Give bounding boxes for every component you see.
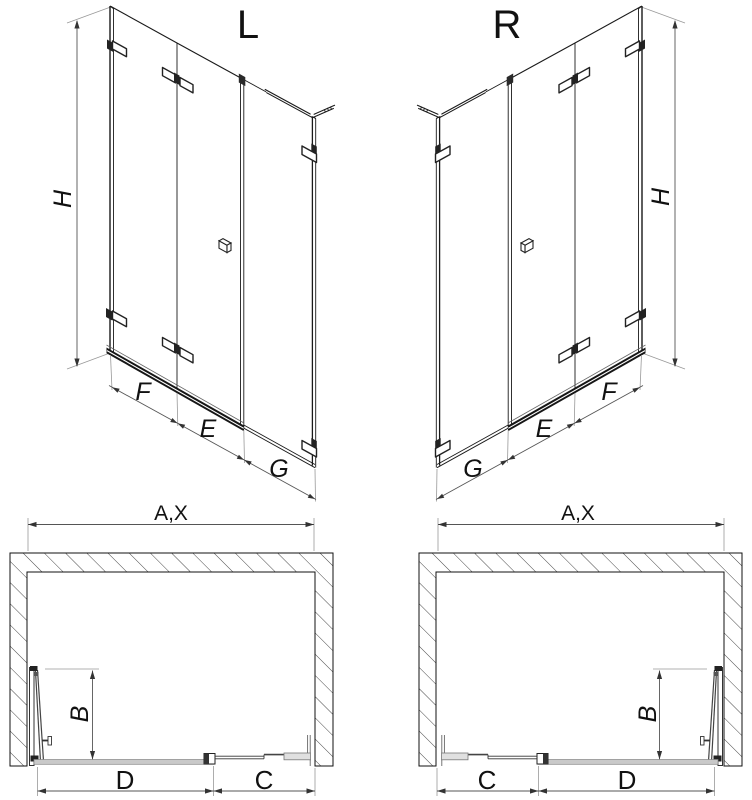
dim-label-c-right: C bbox=[477, 765, 497, 795]
dim-label-c-left: C bbox=[254, 765, 274, 795]
dim-label-d-left: D bbox=[115, 765, 135, 795]
plan-right-walls bbox=[419, 553, 742, 766]
dim-label-d-right: D bbox=[617, 765, 637, 795]
dim-label-height-right: H bbox=[647, 187, 675, 207]
dim-label-e-right: E bbox=[535, 415, 553, 443]
dim-label-overall-width-left: A,X bbox=[154, 502, 188, 525]
dim-label-overall-width-right: A,X bbox=[561, 502, 595, 525]
dim-label-g-right: G bbox=[463, 455, 483, 483]
iso-right-title: R bbox=[492, 3, 522, 47]
dim-label-b-right: B bbox=[634, 705, 662, 723]
plan-left-walls bbox=[10, 553, 333, 766]
dim-label-height-left: H bbox=[49, 189, 77, 209]
dim-label-e-left: E bbox=[199, 415, 217, 443]
dim-label-b-left: B bbox=[66, 705, 94, 723]
dim-label-f-right: F bbox=[601, 378, 617, 406]
dim-label-f-left: F bbox=[135, 378, 151, 406]
dim-label-g-left: G bbox=[269, 455, 289, 483]
iso-left-title: L bbox=[236, 3, 260, 47]
